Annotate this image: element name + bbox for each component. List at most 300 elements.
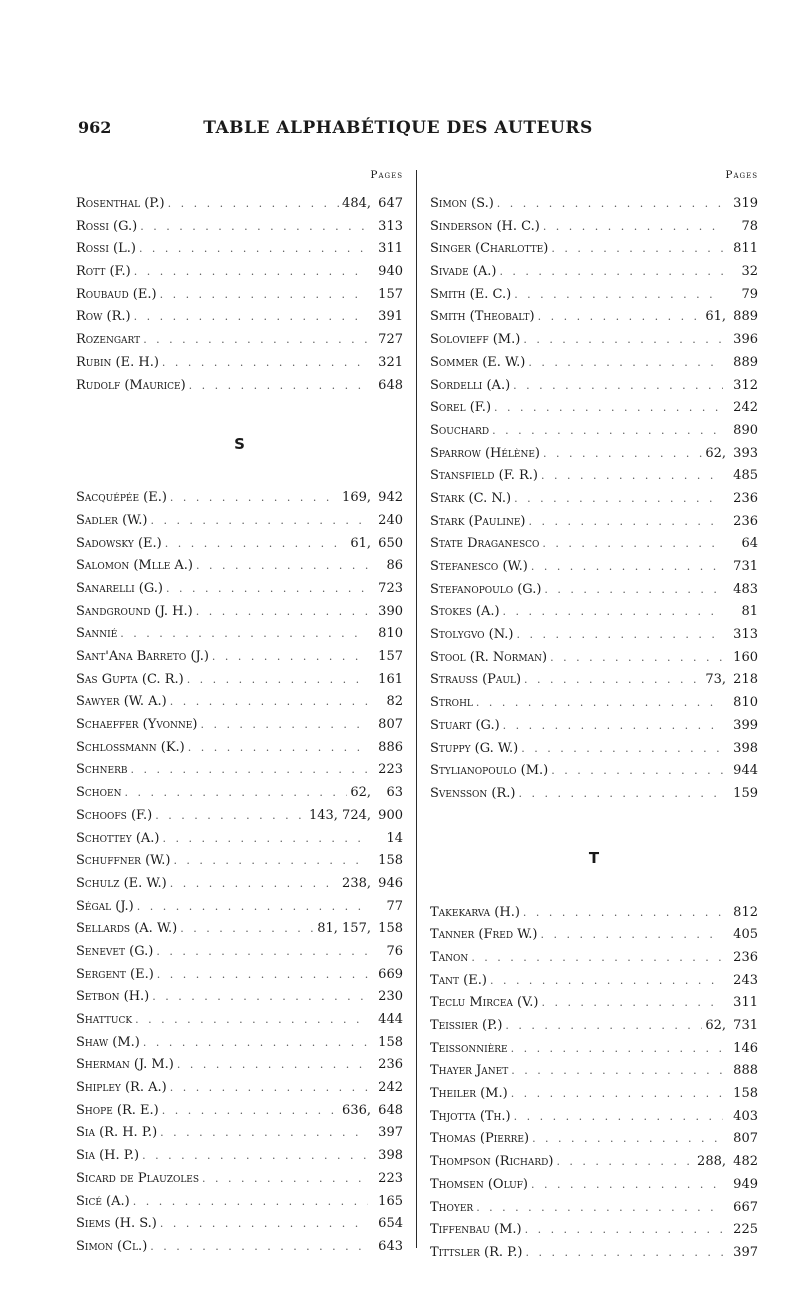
author-name: Salomon (Mlle A.)	[76, 558, 193, 574]
author-name: Schulz (E. W.)	[76, 875, 167, 891]
leader-dots	[513, 375, 723, 398]
author-name: Sandground (J. H.)	[76, 603, 193, 619]
additional-pages: 61,	[350, 535, 371, 551]
index-entry	[76, 805, 403, 828]
leader-dots	[170, 691, 368, 714]
index-entry	[76, 1191, 403, 1214]
page-reference: 946	[378, 875, 403, 891]
index-entry	[76, 1122, 403, 1145]
index-entry	[76, 261, 403, 284]
index-entry	[76, 510, 403, 533]
leader-dots	[514, 488, 723, 511]
index-entry	[430, 238, 758, 261]
leader-dots	[543, 216, 723, 239]
index-entry	[76, 986, 403, 1009]
page-reference: 312	[733, 377, 758, 393]
author-name: Sanarelli (G.)	[76, 580, 163, 596]
pages-column-label: Pages	[370, 169, 403, 181]
leader-dots	[525, 1242, 723, 1265]
page-title: TABLE ALPHABÉTIQUE DES AUTEURS	[203, 118, 593, 138]
page-reference: 482	[733, 1154, 758, 1170]
author-name: Schaeffer (Yvonne)	[76, 717, 198, 733]
index-entry	[76, 284, 403, 307]
page-reference: 810	[378, 626, 403, 642]
page-reference: 146	[733, 1040, 758, 1056]
leader-dots	[543, 443, 702, 466]
author-name: Svensson (R.)	[430, 785, 516, 801]
entry-list	[76, 487, 403, 1258]
leader-dots	[551, 238, 723, 261]
index-entry	[430, 1174, 758, 1197]
page-reference: 242	[378, 1080, 403, 1096]
index-entry	[430, 1242, 758, 1265]
author-name: Sawyer (W. A.)	[76, 694, 167, 710]
additional-pages: 81, 157,	[317, 921, 371, 937]
author-name: Tittsler (R. P.)	[430, 1244, 523, 1260]
leader-dots	[163, 828, 369, 851]
leader-dots	[160, 284, 368, 307]
index-entry	[430, 1038, 758, 1061]
index-entry	[76, 918, 403, 941]
page-reference: 667	[733, 1199, 758, 1215]
author-name: Thompson (Richard)	[430, 1154, 554, 1170]
section-letter-s: S	[234, 435, 245, 454]
page-reference: 942	[378, 490, 403, 506]
author-name: Tanon	[430, 949, 469, 965]
leader-dots	[196, 601, 368, 624]
author-name: Rozengart	[76, 332, 141, 348]
index-entry	[430, 329, 758, 352]
page-reference: 648	[378, 377, 403, 393]
author-name: Stylianopoulo (M.)	[430, 763, 549, 779]
index-entry	[430, 488, 758, 511]
author-name: Teclu Mircea (V.)	[430, 995, 539, 1011]
author-name: Tiffenbau (M.)	[430, 1222, 522, 1238]
page-reference: 64	[741, 536, 758, 552]
page-reference: 886	[378, 739, 403, 755]
index-entry	[430, 692, 758, 715]
index-entry	[430, 1151, 758, 1174]
leader-dots	[177, 1054, 368, 1077]
page-reference: 391	[378, 309, 403, 325]
leader-dots	[150, 510, 368, 533]
author-name: Schoen	[76, 785, 122, 801]
leader-dots	[162, 352, 368, 375]
section-letter-t: T	[588, 848, 600, 867]
index-entry	[76, 873, 403, 896]
author-name: Strohl	[430, 695, 473, 711]
page-reference: 161	[378, 671, 403, 687]
author-name: Schuffner (W.)	[76, 853, 171, 869]
author-name: Shope (R. E.)	[76, 1102, 159, 1118]
page-number: 962	[78, 118, 112, 137]
page-reference: 14	[386, 830, 403, 846]
author-name: Schnerb	[76, 762, 128, 778]
page-reference: 890	[733, 422, 758, 438]
page-reference: 86	[386, 558, 403, 574]
author-name: Takekarva (H.)	[430, 904, 520, 920]
page-reference: 223	[378, 762, 403, 778]
leader-dots	[142, 1145, 368, 1168]
index-entry	[430, 1106, 758, 1129]
page-reference: 398	[378, 1148, 403, 1164]
author-name: Strauss (Paul)	[430, 672, 522, 688]
page-reference: 223	[378, 1170, 403, 1186]
leader-dots	[476, 692, 723, 715]
leader-dots	[556, 1151, 694, 1174]
author-name: Schlossmann (K.)	[76, 739, 185, 755]
leader-dots	[518, 783, 723, 806]
leader-dots	[505, 1015, 702, 1038]
entry-list	[430, 902, 758, 1265]
leader-dots	[165, 533, 348, 556]
page-reference: 396	[733, 332, 758, 348]
author-name: Thomsen (Oluf)	[430, 1176, 528, 1192]
index-entry	[76, 1236, 403, 1259]
author-name: Siems (H. S.)	[76, 1216, 157, 1232]
author-name: Singer (Charlotte)	[430, 241, 549, 257]
entry-list	[76, 193, 403, 397]
leader-dots	[476, 1197, 723, 1220]
page-reference: 159	[733, 785, 758, 801]
index-entry	[76, 352, 403, 375]
page-reference: 654	[378, 1216, 403, 1232]
page-reference: 158	[733, 1086, 758, 1102]
page-reference: 647	[378, 196, 403, 211]
right-column	[430, 165, 758, 1265]
index-entry	[430, 970, 758, 993]
index-entry	[430, 1083, 758, 1106]
author-name: Smith (E. C.)	[430, 286, 512, 302]
author-name: Rosenthal (P.)	[76, 196, 165, 211]
author-name: Sicard de Plauzoles	[76, 1170, 200, 1186]
leader-dots	[139, 238, 368, 261]
page-reference: 810	[733, 695, 758, 711]
page-reference: 63	[386, 785, 403, 801]
page-reference: 242	[733, 400, 758, 416]
index-entry	[430, 1219, 758, 1242]
index-entry	[430, 992, 758, 1015]
author-name: Stokes (A.)	[430, 604, 500, 620]
page-reference: 160	[733, 649, 758, 665]
leader-dots	[166, 578, 368, 601]
author-name: Theiler (M.)	[430, 1086, 508, 1102]
index-entry	[76, 578, 403, 601]
index-entry	[76, 759, 403, 782]
leader-dots	[531, 556, 723, 579]
page-reference: 390	[378, 603, 403, 619]
leader-dots	[140, 216, 368, 239]
entry-list	[430, 193, 758, 806]
page-reference: 311	[733, 995, 758, 1011]
index-entry	[76, 964, 403, 987]
additional-pages: 62,	[350, 785, 371, 801]
index-entry	[76, 714, 403, 737]
leader-dots	[529, 511, 724, 534]
author-name: Rott (F.)	[76, 264, 131, 280]
index-entry	[430, 669, 758, 692]
page-reference: 158	[378, 921, 403, 937]
page-reference: 723	[378, 580, 403, 596]
author-name: Sherman (J. M.)	[76, 1057, 174, 1073]
index-entry	[430, 261, 758, 284]
index-entry	[430, 443, 758, 466]
leader-dots	[514, 1106, 723, 1129]
leader-dots	[202, 1168, 368, 1191]
author-name: Tanner (Fred W.)	[430, 927, 538, 943]
page-reference: 76	[386, 943, 403, 959]
additional-pages: 62,	[705, 1018, 726, 1033]
index-entry	[76, 782, 403, 805]
index-entry	[76, 737, 403, 760]
index-entry	[76, 306, 403, 329]
author-name: Sinderson (H. C.)	[430, 218, 540, 234]
additional-pages: 238,	[342, 875, 371, 891]
author-name: Rudolf (Maurice)	[76, 377, 186, 393]
leader-dots	[550, 647, 723, 670]
leader-dots	[551, 760, 723, 783]
author-name: Sorel (F.)	[430, 400, 492, 416]
author-name: Sas Gupta (C. R.)	[76, 671, 184, 687]
page-header	[78, 118, 718, 148]
page-reference: 485	[733, 468, 758, 484]
page-reference: 77	[386, 898, 403, 914]
page-reference: 78	[741, 218, 758, 234]
page-reference: 731	[733, 559, 758, 574]
leader-dots	[134, 261, 368, 284]
page-reference: 399	[733, 717, 758, 733]
author-name: Sordelli (A.)	[430, 377, 511, 393]
index-entry	[430, 947, 758, 970]
author-name: Stansfield (F. R.)	[430, 468, 538, 484]
author-name: Roubaud (E.)	[76, 286, 157, 302]
leader-dots	[538, 306, 703, 329]
index-entry	[430, 1128, 758, 1151]
leader-dots	[168, 193, 339, 216]
index-entry	[76, 646, 403, 669]
leader-dots	[134, 306, 368, 329]
leader-dots	[120, 623, 368, 646]
page-reference: 811	[733, 241, 758, 257]
leader-dots	[135, 1009, 368, 1032]
page-reference: 321	[378, 354, 403, 370]
author-name: Sicé (A.)	[76, 1193, 130, 1209]
author-name: Thjotta (Th.)	[430, 1108, 511, 1124]
page-reference: 648	[378, 1102, 403, 1118]
index-entry	[76, 941, 403, 964]
index-entry	[76, 896, 403, 919]
page-reference: 398	[733, 740, 758, 756]
index-entry	[76, 1054, 403, 1077]
author-name: Sommer (E. W.)	[430, 354, 526, 370]
index-entry	[76, 329, 403, 352]
index-entry	[76, 828, 403, 851]
leader-dots	[517, 624, 724, 647]
index-entry	[76, 533, 403, 556]
left-column	[76, 165, 403, 1259]
leader-dots	[528, 352, 723, 375]
additional-pages: 484,	[342, 196, 371, 211]
index-entry	[430, 533, 758, 556]
additional-pages: 62,	[705, 445, 726, 461]
leader-dots	[525, 1219, 723, 1242]
author-name: Simon (Cl.)	[76, 1238, 148, 1254]
leader-dots	[170, 487, 339, 510]
author-name: Teissier (P.)	[430, 1018, 503, 1033]
leader-dots	[143, 329, 368, 352]
author-name: Stark (C. N.)	[430, 490, 512, 506]
index-entry	[430, 284, 758, 307]
index-entry	[430, 624, 758, 647]
page-reference: 79	[741, 286, 758, 302]
author-name: Shipley (R. A.)	[76, 1080, 167, 1096]
leader-dots	[196, 555, 368, 578]
index-entry	[76, 1145, 403, 1168]
index-entry	[430, 216, 758, 239]
index-entry	[76, 193, 403, 216]
additional-pages: 61,	[705, 309, 726, 325]
index-entry	[76, 487, 403, 510]
page-reference: 807	[378, 717, 403, 733]
author-name: Sivade (A.)	[430, 264, 497, 280]
leader-dots	[150, 1236, 368, 1259]
author-name: Setbon (H.)	[76, 989, 150, 1005]
leader-dots	[523, 329, 723, 352]
page-reference: 225	[733, 1222, 758, 1238]
page-reference: 889	[733, 309, 758, 325]
index-entry	[76, 623, 403, 646]
leader-dots	[133, 1191, 368, 1214]
index-entry	[430, 647, 758, 670]
author-name: Sant'Ana Barreto (J.)	[76, 649, 209, 664]
author-name: Schoofs (F.)	[76, 807, 153, 823]
index-entry	[430, 1060, 758, 1083]
leader-dots	[188, 737, 368, 760]
index-entry	[76, 1077, 403, 1100]
page-reference: 940	[378, 264, 403, 280]
author-name: Stolygvo (N.)	[430, 627, 514, 643]
author-name: Shattuck	[76, 1012, 133, 1027]
additional-pages: 73,	[705, 672, 726, 688]
leader-dots	[544, 579, 723, 602]
author-name: Row (R.)	[76, 309, 131, 325]
author-name: Rubin (E. H.)	[76, 354, 159, 370]
page-reference: 230	[378, 989, 403, 1005]
page-reference: 158	[378, 853, 403, 869]
author-name: Sparrow (Hélène)	[430, 445, 540, 461]
index-entry	[430, 556, 758, 579]
additional-pages: 169,	[342, 490, 371, 506]
author-name: Thayer Janet	[430, 1063, 509, 1079]
author-name: Smith (Theobalt)	[430, 309, 535, 325]
leader-dots	[511, 1060, 723, 1083]
author-name: Souchard	[430, 422, 490, 438]
index-entry	[430, 1197, 758, 1220]
index-entry	[76, 375, 403, 398]
author-name: Sadler (W.)	[76, 512, 148, 528]
leader-dots	[160, 1122, 368, 1145]
leader-dots	[542, 533, 723, 556]
page-reference: 165	[378, 1193, 403, 1209]
index-entry	[430, 375, 758, 398]
index-entry	[430, 601, 758, 624]
author-name: Simon (S.)	[430, 196, 494, 211]
author-name: Stuart (G.)	[430, 717, 500, 733]
leader-dots	[532, 1128, 723, 1151]
author-name: Sia (R. H. P.)	[76, 1125, 158, 1141]
page-reference: 650	[378, 535, 403, 551]
leader-dots	[531, 1174, 723, 1197]
page-reference: 243	[733, 972, 758, 988]
leader-dots	[499, 261, 723, 284]
leader-dots	[160, 1213, 368, 1236]
leader-dots	[540, 924, 723, 947]
index-entry	[430, 465, 758, 488]
index-entry	[76, 238, 403, 261]
leader-dots	[180, 918, 314, 941]
index-entry	[76, 850, 403, 873]
leader-dots	[521, 738, 723, 761]
index-entry	[430, 193, 758, 216]
page-reference: 218	[733, 672, 758, 688]
leader-dots	[124, 782, 347, 805]
index-entry	[76, 691, 403, 714]
page-reference: 944	[733, 763, 758, 779]
leader-dots	[503, 601, 723, 624]
index-entry	[76, 1100, 403, 1123]
additional-pages: 636,	[342, 1102, 371, 1118]
index-entry	[430, 738, 758, 761]
leader-dots	[130, 759, 368, 782]
page-reference: 888	[733, 1063, 758, 1079]
author-name: State Draganesco	[430, 536, 540, 552]
leader-dots	[143, 1032, 368, 1055]
leader-dots	[492, 420, 723, 443]
page-reference: 240	[378, 512, 403, 528]
index-entry	[430, 924, 758, 947]
leader-dots	[200, 714, 368, 737]
page-reference: 82	[386, 694, 403, 710]
leader-dots	[156, 941, 368, 964]
page-reference: 236	[733, 949, 758, 965]
leader-dots	[173, 850, 368, 873]
page-reference: 236	[378, 1057, 403, 1073]
leader-dots	[494, 397, 723, 420]
page-reference: 157	[378, 286, 403, 302]
leader-dots	[523, 902, 723, 925]
page-reference: 889	[733, 354, 758, 370]
author-name: Stool (R. Norman)	[430, 649, 548, 665]
author-name: Sellards (A. W.)	[76, 921, 178, 937]
index-entry	[430, 902, 758, 925]
leader-dots	[511, 1038, 723, 1061]
page-reference: 444	[378, 1012, 403, 1027]
page-reference: 236	[733, 513, 758, 529]
page-reference: 236	[733, 490, 758, 506]
author-name: Stefanopoulo (G.)	[430, 581, 542, 597]
index-entry	[430, 306, 758, 329]
author-name: Sannié	[76, 626, 118, 642]
index-entry	[430, 783, 758, 806]
page-reference: 158	[378, 1034, 403, 1050]
index-entry	[430, 397, 758, 420]
index-entry	[76, 669, 403, 692]
author-name: Sadowsky (E.)	[76, 535, 162, 551]
page-reference: 81	[741, 604, 758, 620]
leader-dots	[471, 947, 723, 970]
author-name: Tant (E.)	[430, 972, 487, 988]
author-name: Rossi (L.)	[76, 241, 136, 257]
